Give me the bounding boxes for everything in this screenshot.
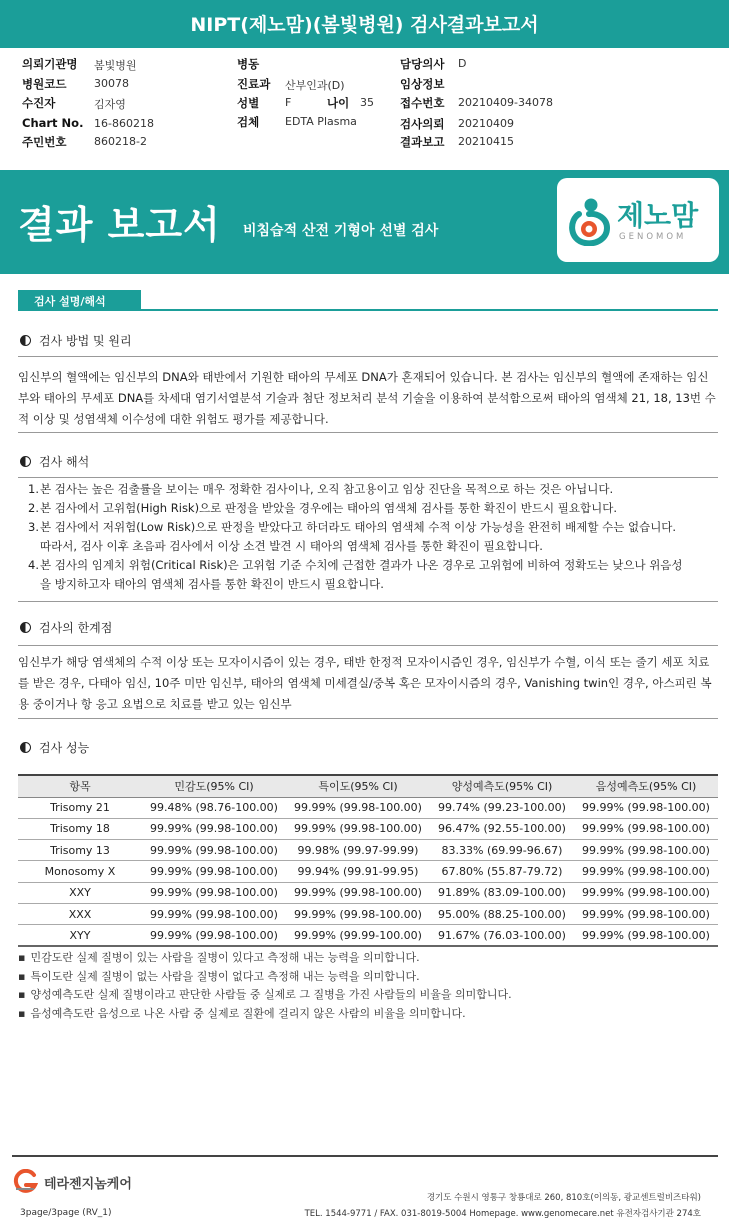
- table-cell: 95.00% (88.25-100.00): [430, 903, 574, 924]
- code-label: 병원코드: [22, 77, 67, 91]
- table-row: [18, 818, 718, 839]
- table-cell: 99.94% (99.91-99.95): [286, 861, 430, 882]
- company-contact: TEL. 1544-9771 / FAX. 031-8019-5004 Homepage. www.genomecare.net 유전자검사기관 274호: [304, 1209, 701, 1219]
- table-cell: 99.99% (99.98-100.00): [286, 903, 430, 924]
- performance-notes: [18, 949, 718, 1023]
- list-item: 4.본 검사의 임계치 위험(Critical Risk)은 고위험 기준 수치에 근접한 결과가 나온 경우로 고위험에 비하여 정확도는 낮으나 위음성 을 방지하고자 태아의 염색체 검사를 통한 확진이 반드시 필요합니다.: [28, 558, 683, 591]
- reported-label: 결과보고: [400, 135, 445, 149]
- method-heading-text: 검사 방법 및 원리: [39, 334, 132, 348]
- table-cell: XXX: [18, 903, 142, 924]
- table-cell: 99.99% (99.98-100.00): [574, 882, 718, 903]
- table-cell: 99.99% (99.98-100.00): [142, 882, 286, 903]
- table-cell: 83.33% (69.99-96.67): [430, 840, 574, 861]
- recipient-label: 수진자: [22, 96, 56, 110]
- note-item: ▪ 음성예측도란 음성으로 나온 사람 중 실제로 질환에 걸리지 않은 사람의 비율을 의미합니다.: [18, 1005, 718, 1024]
- table-cell: 99.99% (99.98-100.00): [142, 861, 286, 882]
- table-cell: 99.99% (99.98-100.00): [142, 903, 286, 924]
- table-cell: 99.99% (99.98-100.00): [574, 840, 718, 861]
- patient-info: [22, 54, 722, 154]
- table-row: [18, 882, 718, 903]
- section-divider: [18, 309, 718, 311]
- table-cell: Trisomy 13: [18, 840, 142, 861]
- dept-value: 산부인과(D): [285, 79, 345, 92]
- company-address: 경기도 수원시 영통구 창룡대로 260, 810호(이의동, 광교센트럴비즈타워): [426, 1193, 701, 1203]
- limits-heading-text: 검사의 한계점: [39, 621, 113, 635]
- hospital-value: 봄빛병원: [94, 59, 137, 72]
- footer-divider: [12, 1155, 718, 1157]
- performance-heading: [20, 739, 89, 756]
- table-cell: 99.99% (99.98-100.00): [574, 903, 718, 924]
- table-cell: 99.99% (99.98-100.00): [286, 818, 430, 839]
- age-label: 나이: [327, 96, 350, 110]
- doctor-label: 담당의사: [400, 57, 445, 71]
- column-header: 민감도(95% CI): [142, 775, 286, 797]
- table-cell: 99.48% (98.76-100.00): [142, 797, 286, 818]
- table-cell: 99.99% (99.98-100.00): [574, 925, 718, 946]
- list-item: 3.본 검사에서 저위험(Low Risk)으로 판정을 받았다고 하더라도 태아의 염색체 수적 이상 가능성을 완전히 배제할 수는 없습니다. 따라서, 검사 이후 초음파 검사에서 이상 소견 발견 시 태아의 염색체 검사를 통한 확진이 필요합니다.: [28, 520, 677, 553]
- code-value: 30078: [94, 77, 129, 90]
- requested-value: 20210409: [458, 117, 514, 130]
- banner-title: 결과 보고서: [18, 203, 221, 247]
- specimen-label: 검체: [237, 115, 260, 129]
- company-logo-icon: [12, 1169, 38, 1193]
- requested-label: 검사의뢰: [400, 117, 445, 131]
- table-cell: 99.99% (99.98-100.00): [574, 861, 718, 882]
- reported-value: 20210415: [458, 135, 514, 148]
- performance-heading-text: 검사 성능: [39, 741, 90, 755]
- resident-value: 860218-2: [94, 135, 147, 148]
- interpretation-heading-text: 검사 해석: [39, 455, 90, 469]
- interpretation-list: [28, 480, 718, 594]
- method-heading: [20, 332, 132, 349]
- column-header: 양성예측도(95% CI): [430, 775, 574, 797]
- limits-heading: [20, 619, 112, 636]
- table-cell: 67.80% (55.87-79.72): [430, 861, 574, 882]
- table-row: [18, 903, 718, 924]
- interpretation-heading: [20, 453, 89, 470]
- report-title: NIPT(제노맘)(봄빛병원) 검사결과보고서: [190, 14, 539, 36]
- note-item: ▪ 특이도란 실제 질병이 없는 사람을 질병이 없다고 측정해 내는 능력을 의미합니다.: [18, 968, 718, 987]
- table-cell: 99.99% (99.98-100.00): [142, 925, 286, 946]
- column-header: 항목: [18, 775, 142, 797]
- ward-label: 병동: [237, 57, 260, 71]
- note-item: ▪ 양성예측도란 실제 질병이라고 판단한 사람들 중 실제로 그 질병을 가진 사람들의 비율을 의미합니다.: [18, 986, 718, 1005]
- recipient-value: 김자영: [94, 98, 126, 111]
- table-row: [18, 797, 718, 818]
- logo-korean-text: 제노맘: [617, 199, 699, 232]
- table-cell: 99.99% (99.98-100.00): [286, 882, 430, 903]
- divider: [18, 645, 718, 646]
- table-cell: XXY: [18, 882, 142, 903]
- section-tab: 검사 설명/해석: [18, 290, 141, 310]
- table-cell: Trisomy 21: [18, 797, 142, 818]
- table-row: [18, 861, 718, 882]
- note-item: ▪ 민감도란 실제 질병이 있는 사람을 질병이 있다고 측정해 내는 능력을 의미합니다.: [18, 949, 718, 968]
- hospital-label: 의뢰기관명: [22, 57, 78, 71]
- table-cell: Monosomy X: [18, 861, 142, 882]
- company-name: 테라젠지놈케어: [44, 1177, 132, 1192]
- sex-label: 성별: [237, 96, 260, 110]
- table-row: [18, 840, 718, 861]
- divider: [18, 477, 718, 478]
- chart-value: 16-860218: [94, 117, 154, 130]
- table-cell: 99.99% (99.98-100.00): [574, 797, 718, 818]
- banner-subtitle: 비침습적 산전 기형아 선별 검사: [243, 223, 439, 239]
- dept-label: 진료과: [237, 77, 271, 91]
- table-cell: 99.99% (99.99-100.00): [286, 925, 430, 946]
- half-circle-icon: [20, 742, 31, 753]
- table-cell: XYY: [18, 925, 142, 946]
- specimen-value: EDTA Plasma: [285, 115, 357, 128]
- table-cell: 99.99% (99.98-100.00): [574, 818, 718, 839]
- genomom-logo: [557, 178, 719, 262]
- doctor-value: D: [458, 57, 467, 70]
- resident-label: 주민번호: [22, 135, 67, 149]
- genomom-logo-icon: [567, 196, 611, 246]
- company-logo: [12, 1169, 212, 1197]
- page-indicator: 3page/3page (RV_1): [20, 1208, 112, 1218]
- table-cell: Trisomy 18: [18, 818, 142, 839]
- table-cell: 99.98% (99.97-99.99): [286, 840, 430, 861]
- table-cell: 99.99% (99.98-100.00): [142, 818, 286, 839]
- divider: [18, 601, 718, 602]
- table-row: [18, 925, 718, 946]
- table-cell: 99.99% (99.98-100.00): [286, 797, 430, 818]
- receipt-label: 접수번호: [400, 96, 445, 110]
- table-cell: 91.89% (83.09-100.00): [430, 882, 574, 903]
- table-cell: 99.99% (99.98-100.00): [142, 840, 286, 861]
- table-cell: 96.47% (92.55-100.00): [430, 818, 574, 839]
- result-banner: [0, 170, 729, 274]
- report-header: [0, 0, 729, 48]
- performance-table: [18, 774, 718, 947]
- divider: [18, 718, 718, 719]
- table-cell: 99.74% (99.23-100.00): [430, 797, 574, 818]
- divider: [18, 432, 718, 433]
- half-circle-icon: [20, 335, 31, 346]
- column-header: 음성예측도(95% CI): [574, 775, 718, 797]
- half-circle-icon: [20, 456, 31, 467]
- chart-label: Chart No.: [22, 116, 84, 130]
- method-text: 임신부의 혈액에는 임신부의 DNA와 태반에서 기원한 태아의 무세포 DNA가 혼재되어 있습니다. 본 검사는 임신부의 혈액에 존재하는 임신부와 태아의 무세포 DNA를 차세대 염기서열분석 기술과 첨단 정보처리 분석 기술을 이용하여 분석함으로써 태아의 염색체 21, 18, 13번 수적 이상 및 성염색체 이수성에 대한 위험도 평가를 제공합니다.: [18, 370, 716, 426]
- divider: [18, 356, 718, 357]
- table-header-row: [18, 775, 718, 797]
- age-value: 35: [360, 96, 374, 109]
- list-item: 1.본 검사는 높은 검출률을 보이는 매우 정확한 검사이나, 오직 참고용이고 임상 진단을 목적으로 하는 것은 아닙니다.: [28, 482, 614, 496]
- logo-english-text: GENOMOM: [619, 232, 687, 242]
- receipt-value: 20210409-34078: [458, 96, 553, 109]
- table-cell: 91.67% (76.03-100.00): [430, 925, 574, 946]
- clinical-label: 임상정보: [400, 77, 445, 91]
- column-header: 특이도(95% CI): [286, 775, 430, 797]
- list-item: 2.본 검사에서 고위험(High Risk)으로 판정을 받았을 경우에는 태아의 염색체 검사를 통한 확진이 반드시 필요합니다.: [28, 501, 617, 515]
- half-circle-icon: [20, 622, 31, 633]
- sex-value: F: [285, 96, 292, 109]
- limits-text: 임신부가 해당 염색체의 수적 이상 또는 모자이시즘이 있는 경우, 태반 한정적 모자이시즘인 경우, 임신부가 수혈, 이식 또는 줄기 세포 치료를 받은 경우, 다태아 임신, 10주 미만 임신부, 태아의 염색체 미세결실/중복 혹은 모자이시즘의 경우, Vanishing twin인 경우, 아스피린 복용 중이거나 항 응고 요법으로 치료를 받고 있는 임신부: [18, 655, 712, 711]
